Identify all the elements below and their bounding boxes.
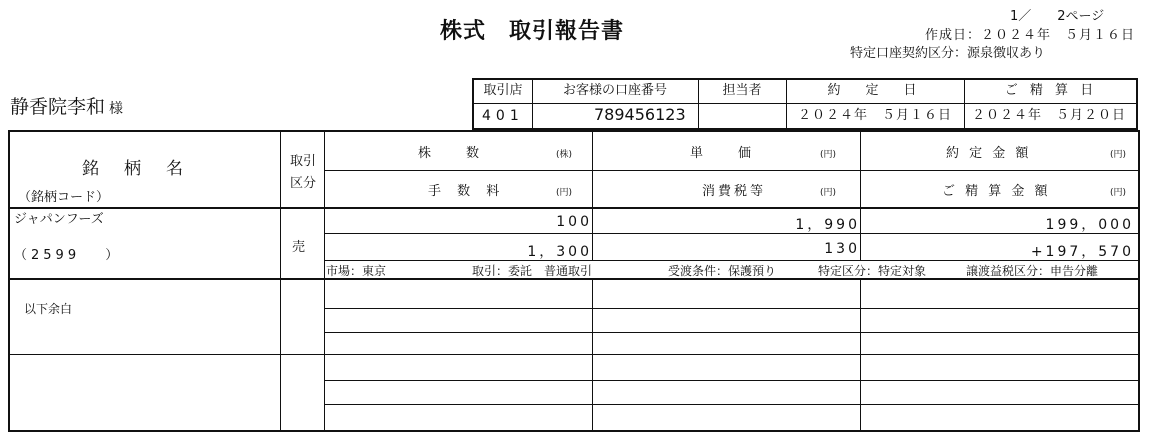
tax-value: 130 [824,241,860,257]
account-info-table [472,78,1138,130]
header-fee: 手 数 料 [428,184,506,199]
stock-name: ジャパンフーズ [14,212,104,227]
header-price: 単 価 [690,146,755,161]
tokutei-account-type: 特定口座契約区分：源泉徴収あり [850,46,1046,61]
header-fee-unit: (円) [556,188,573,198]
customer-name-text: 静香院李和 [10,96,106,118]
price-value: 1，990 [795,217,860,233]
header-tax-unit: (円) [820,188,837,198]
header-contract-amount-unit: (円) [1110,150,1127,160]
capital-gains-tax-category: 譲渡益税区分：申告分離 [966,264,1099,278]
branch-code: 401 [482,108,524,124]
customer-honorific: 様 [109,101,124,117]
document-title: 株式 取引報告書 [440,19,625,44]
account-number: 789456123 [594,105,686,124]
header-tax: 消費税等 [702,184,767,199]
label-settlement-date: ご 精 算 日 [1004,83,1098,98]
trade-kubun: 売 [292,240,306,255]
trade-type: 取引：委託 普通取引 [472,264,593,278]
settlement-amount-value: +197，570 [1030,244,1134,260]
contract-date: ２０２４年 ５月１６日 [798,108,953,123]
header-shares-unit: (株) [556,150,573,160]
label-contract-date: 約 定 日 [827,83,923,98]
page-number: 1／ 2ページ [1010,9,1105,24]
delivery-condition: 受渡条件：保護預り [668,264,777,278]
label-account-number: お客様の口座番号 [562,83,667,98]
header-price-unit: (円) [820,150,837,160]
header-shares: 株 数 [418,146,483,161]
customer-name [10,92,123,119]
stock-code: （2599 ） [14,248,123,263]
label-staff: 担当者 [722,83,762,98]
contract-amount-value: 199，000 [1045,217,1134,233]
tokutei-category: 特定区分：特定対象 [818,264,927,278]
remark-blank-below: 以下余白 [24,302,73,316]
header-settlement-amount: ご 精 算 金 額 [942,184,1051,199]
header-stock-code: （銘柄コード） [18,190,110,205]
label-branch: 取引店 [483,83,523,98]
header-stock-name: 銘 柄 名 [82,159,187,179]
settlement-date: ２０２４年 ５月２０日 [972,108,1127,123]
header-kubun-bottom: 区分 [290,176,317,191]
header-settlement-amount-unit: (円) [1110,188,1127,198]
created-date: 作成日：２０２４年 ５月１６日 [925,28,1136,43]
trade-table [8,130,1140,432]
header-contract-amount: 約 定 金 額 [946,146,1032,161]
fee-value: 1，300 [527,244,592,260]
header-kubun-top: 取引 [290,154,317,169]
shares-value: 100 [556,214,592,230]
market: 市場：東京 [326,264,387,278]
